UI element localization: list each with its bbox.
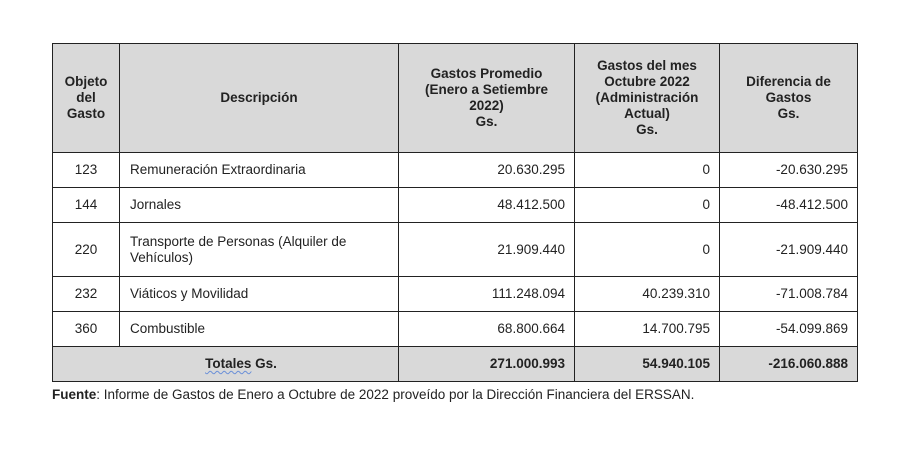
totals-label xyxy=(53,347,399,382)
row-diferencia: -21.909.440 xyxy=(720,223,858,277)
row-promedio: 21.909.440 xyxy=(399,223,575,277)
expenses-table-container xyxy=(52,43,857,382)
row-code: 360 xyxy=(53,312,120,347)
header-row xyxy=(53,44,858,153)
row-promedio: 20.630.295 xyxy=(399,153,575,188)
totals-octubre: 54.940.105 xyxy=(575,347,720,382)
row-code: 144 xyxy=(53,188,120,223)
row-diferencia: -48.412.500 xyxy=(720,188,858,223)
row-diferencia: -54.099.869 xyxy=(720,312,858,347)
row-octubre: 0 xyxy=(575,153,720,188)
row-description xyxy=(120,223,399,277)
table-row xyxy=(53,153,858,188)
row-description: Remuneración Extraordinaria xyxy=(120,153,399,188)
table-row xyxy=(53,223,858,277)
row-description: Jornales xyxy=(120,188,399,223)
table-row xyxy=(53,277,858,312)
source-note xyxy=(52,387,694,402)
totals-diferencia: -216.060.888 xyxy=(720,347,858,382)
row-octubre: 0 xyxy=(575,188,720,223)
header-diferencia-de-gastos: Diferencia de Gastos Gs. xyxy=(720,44,858,153)
totals-row xyxy=(53,347,858,382)
row-code: 232 xyxy=(53,277,120,312)
totals-promedio: 271.000.993 xyxy=(399,347,575,382)
totals-label-word: Totales xyxy=(205,356,252,371)
row-promedio: 68.800.664 xyxy=(399,312,575,347)
row-diferencia: -71.008.784 xyxy=(720,277,858,312)
row-description-line: Vehículos) xyxy=(130,249,194,265)
row-promedio: 48.412.500 xyxy=(399,188,575,223)
row-octubre: 0 xyxy=(575,223,720,277)
header-gastos-promedio: Gastos Promedio (Enero a Setiembre 2022) Gs. xyxy=(399,44,575,153)
table-row xyxy=(53,312,858,347)
expenses-table xyxy=(52,43,858,382)
header-objeto-del-gasto: Objeto del Gasto xyxy=(53,44,120,153)
row-description: Combustible xyxy=(120,312,399,347)
row-code: 123 xyxy=(53,153,120,188)
source-label: Fuente xyxy=(52,387,97,402)
source-text: : Informe de Gastos de Enero a Octubre de 2022 proveído por la Dirección Financiera del ERSSAN. xyxy=(96,387,695,402)
row-octubre: 40.239.310 xyxy=(575,277,720,312)
totals-label-unit: Gs. xyxy=(255,356,277,371)
row-description: Viáticos y Movilidad xyxy=(120,277,399,312)
row-description-line: Transporte de Personas (Alquiler de xyxy=(130,233,347,249)
header-descripcion: Descripción xyxy=(120,44,399,153)
row-promedio: 111.248.094 xyxy=(399,277,575,312)
row-diferencia: -20.630.295 xyxy=(720,153,858,188)
table-row xyxy=(53,188,858,223)
header-gastos-octubre: Gastos del mes Octubre 2022 (Administración Actual) Gs. xyxy=(575,44,720,153)
row-code: 220 xyxy=(53,223,120,277)
row-octubre: 14.700.795 xyxy=(575,312,720,347)
